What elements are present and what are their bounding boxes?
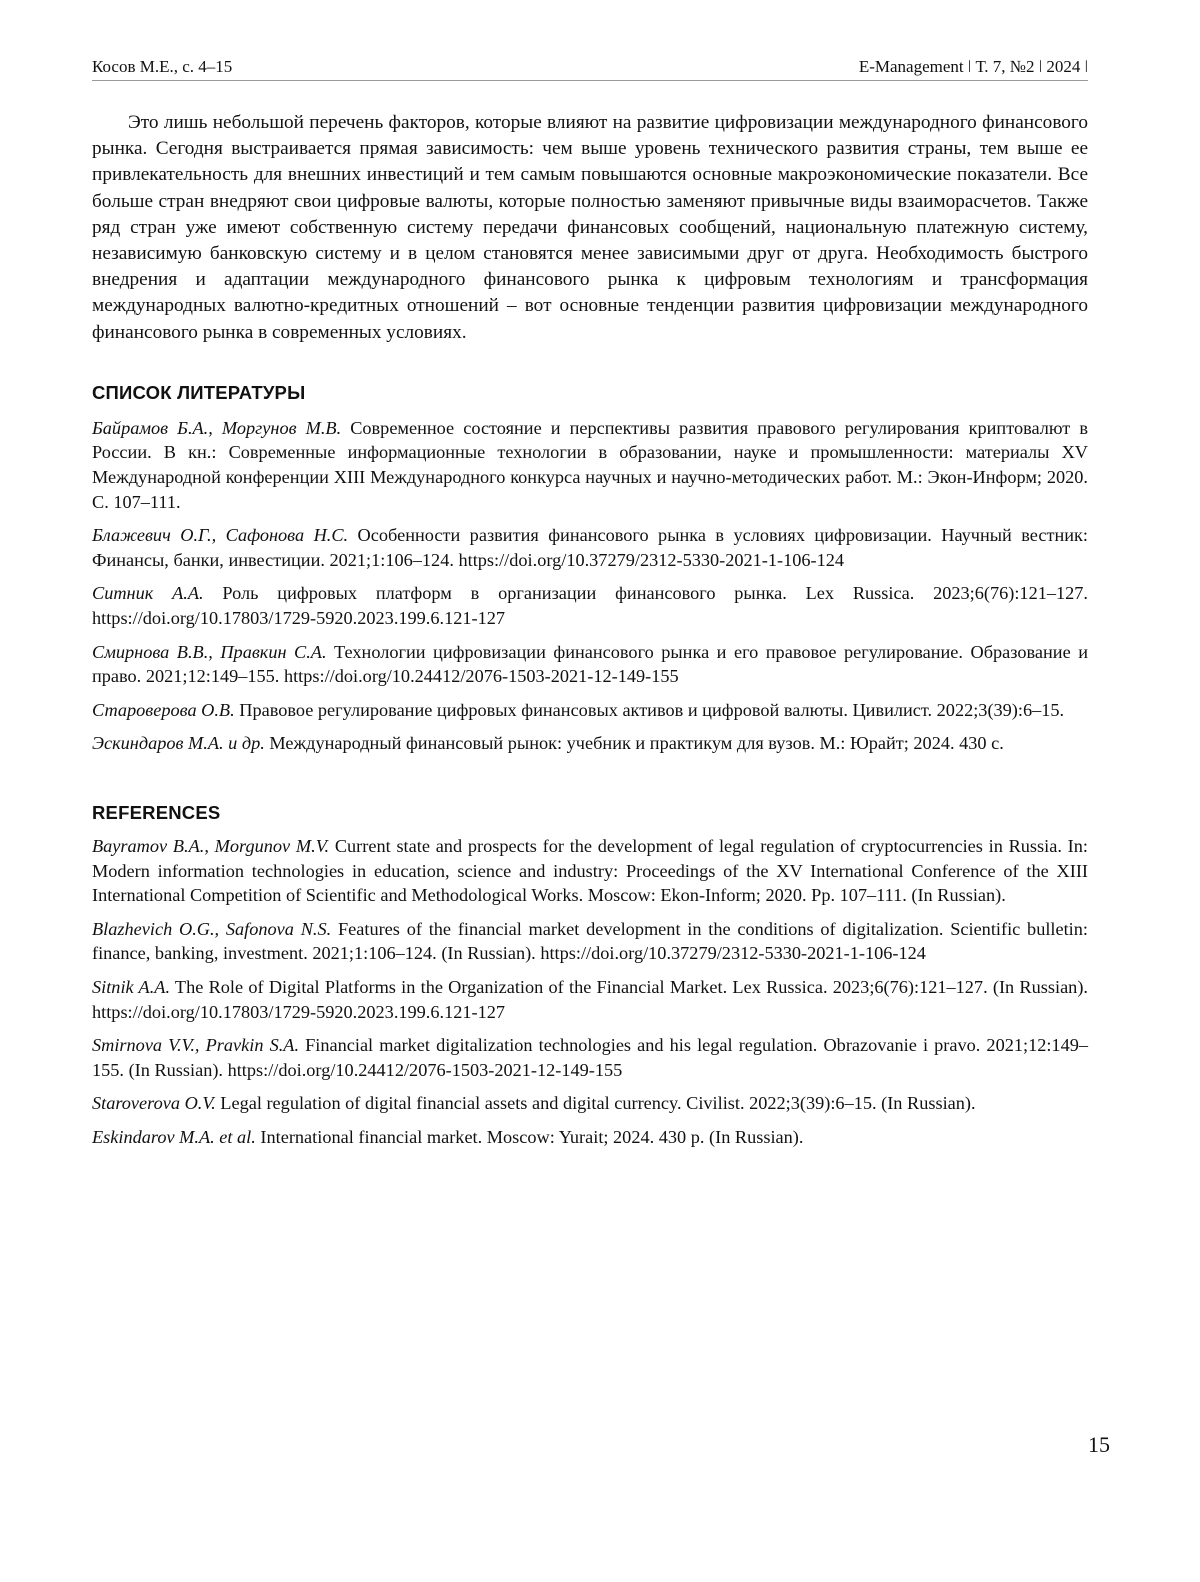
- reference-item: [92, 1033, 1088, 1082]
- reference-item: [92, 523, 1088, 572]
- reference-item: [92, 581, 1088, 630]
- reference-text: Роль цифровых платформ в организации финансового рынка. Lex Russica. 2023;6(76):121–127. https://doi.org/10.17803/1729-5920.2023.199.6.121-127: [92, 583, 1088, 628]
- reference-item: [92, 698, 1088, 723]
- references-ru-list: [92, 416, 1088, 756]
- reference-item: [92, 917, 1088, 966]
- reference-authors: Смирнова В.В., Правкин С.А.: [92, 642, 327, 662]
- reference-authors: Ситник А.А.: [92, 583, 204, 603]
- references-ru-title: СПИСОК ЛИТЕРАТУРЫ: [92, 382, 1088, 404]
- reference-item: [92, 834, 1088, 908]
- reference-text: Правовое регулирование цифровых финансовых активов и цифровой валюты. Цивилист. 2022;3(39):6–15.: [235, 700, 1064, 720]
- reference-text: Current state and prospects for the development of legal regulation of cryptocurrencies in Russia. In: Modern information technologies in education, science and industry: Proceedings of the XV International Conference of the XIII International Competition of Scientific and Methodological Works. Moscow: Ekon-Inform; 2020. Pp. 107–111. (In Russian).: [92, 836, 1088, 905]
- reference-authors: Эскиндаров М.А. и др.: [92, 733, 265, 753]
- references-en-title: REFERENCES: [92, 802, 1088, 824]
- reference-authors: Staroverova O.V.: [92, 1093, 216, 1113]
- reference-text: International financial market. Moscow: Yurait; 2024. 430 p. (In Russian).: [256, 1127, 804, 1147]
- running-header: [92, 56, 1088, 81]
- reference-text: Features of the financial market development in the conditions of digitalization. Scientific bulletin: finance, banking, investment. 2021;1:106–124. (In Russian). https://doi.org/10.37279/2312-5330-2021-1-106-124: [92, 919, 1088, 964]
- reference-authors: Eskindarov M.A. et al.: [92, 1127, 256, 1147]
- reference-item: [92, 731, 1088, 756]
- reference-authors: Байрамов Б.А., Моргунов М.В.: [92, 418, 341, 438]
- reference-item: [92, 1091, 1088, 1116]
- reference-item: [92, 975, 1088, 1024]
- header-author-pages: Косов М.Е., с. 4–15: [92, 56, 232, 78]
- reference-authors: Bayramov B.A., Morgunov M.V.: [92, 836, 329, 856]
- reference-item: [92, 1125, 1088, 1150]
- reference-authors: Blazhevich O.G., Safonova N.S.: [92, 919, 331, 939]
- reference-item: [92, 640, 1088, 689]
- header-journal-issue: E-Management ǀ Т. 7, №2 ǀ 2024 ǀ: [859, 56, 1088, 78]
- reference-authors: Smirnova V.V., Pravkin S.A.: [92, 1035, 299, 1055]
- reference-text: Международный финансовый рынок: учебник и практикум для вузов. М.: Юрайт; 2024. 430 с.: [265, 733, 1004, 753]
- reference-text: Financial market digitalization technologies and his legal regulation. Obrazovanie i pravo. 2021;12:149–155. (In Russian). https://doi.org/10.24412/2076-1503-2021-12-149-155: [92, 1035, 1088, 1080]
- reference-text: Особенности развития финансового рынка в условиях цифровизации. Научный вестник: Финансы, банки, инвестиции. 2021;1:106–124. https://doi.org/10.37279/2312-5330-2021-1-106-124: [92, 525, 1088, 570]
- reference-text: Legal regulation of digital financial assets and digital currency. Civilist. 2022;3(39):6–15. (In Russian).: [216, 1093, 976, 1113]
- reference-authors: Sitnik A.A.: [92, 977, 170, 997]
- reference-text: Технологии цифровизации финансового рынка и его правовое регулирование. Образование и право. 2021;12:149–155. https://doi.org/10.24412/2076-1503-2021-12-149-155: [92, 642, 1088, 687]
- reference-authors: Блажевич О.Г., Сафонова Н.С.: [92, 525, 348, 545]
- reference-item: [92, 416, 1088, 514]
- intro-paragraph: Это лишь небольшой перечень факторов, которые влияют на развитие цифровизации международного финансового рынка. Сегодня выстраивается прямая зависимость: чем выше уровень технического развития страны, тем выше ее привлекательность для внешних инвестиций и тем самым повышаются основные макроэкономические показатели. Все больше стран внедряют свои цифровые валюты, которые полностью заменяют привычные виды взаиморасчетов. Также ряд стран уже имеют собственную систему передачи финансовых сообщений, национальную платежную систему, независимую банковскую систему и в целом становятся менее зависимыми друг от друга. Необходимость быстрого внедрения и адаптации международного финансового рынка к цифровым технологиям и трансформация международных валютно-кредитных отношений – вот основные тенденции развития цифровизации международного финансового рынка в современных условиях.: [92, 110, 1088, 346]
- references-en-list: [92, 834, 1088, 1150]
- page-content: [92, 110, 1088, 1158]
- reference-authors: Староверова О.В.: [92, 700, 235, 720]
- reference-text: Современное состояние и перспективы развития правового регулирования криптовалют в России. В кн.: Современные информационные технологии в образовании, науке и промышленности: материалы XV Международной конференции XIII Международного конкурса научных и научно-методических работ. М.: Экон-Информ; 2020. С. 107–111.: [92, 418, 1088, 512]
- reference-text: The Role of Digital Platforms in the Organization of the Financial Market. Lex Russica. 2023;6(76):121–127. (In Russian). https://doi.org/10.17803/1729-5920.2023.199.6.121-127: [92, 977, 1088, 1022]
- page-number: 15: [1088, 1432, 1110, 1458]
